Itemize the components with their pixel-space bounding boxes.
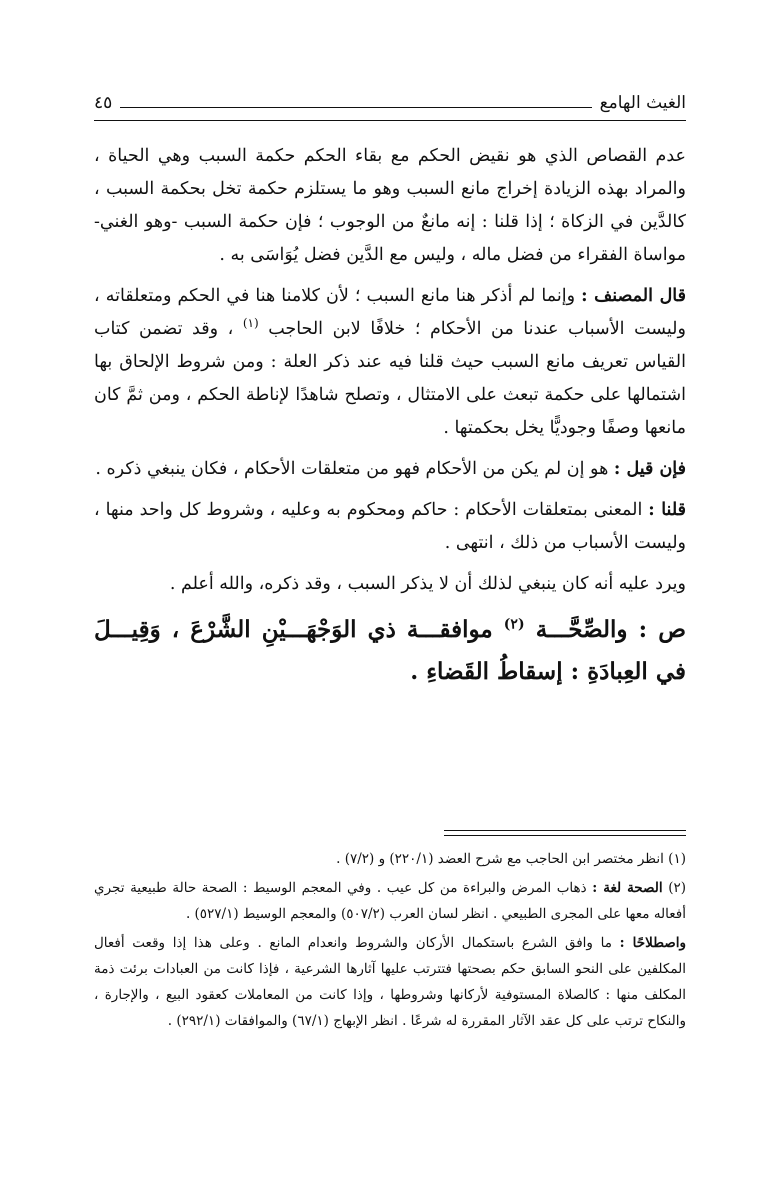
footnotes [94,846,686,1037]
paragraph-4-lead: قلنا : [648,500,686,520]
footnote-2-text: ذهاب المرض والبراءة من كل عيب . وفي المعجم الوسيط : الصحة حالة طبيعية تجري أفعاله معها على المجرى الطبيعي . انظر لسان العرب (٥٠٧/٢) والمعجم الوسيط (٥٢٧/١) . [94,880,686,922]
footnote-separator [444,830,686,831]
footnote-ref-2: (٢) [503,616,525,633]
running-title: الغيث الهامع [599,93,686,113]
footnote-ref-1: (١) [242,316,259,331]
header-underline [94,120,686,121]
footnote-1: (١) انظر مختصر ابن الحاجب مع شرح العضد (٢٢٠/١) و (٧/٢) . [336,851,686,867]
paragraph-3-text: هو إن لم يكن من الأحكام فهو من متعلقات الأحكام ، فكان ينبغي ذكره . [95,459,609,479]
paragraph-2 [94,280,686,445]
paragraph-5-text: ويرد عليه أنه كان ينبغي لذلك أن لا يذكر السبب ، وقد ذكره، والله أعلم . [169,574,686,594]
matn-text [94,609,686,693]
matn-text-a: ص : والصِّحَّـــة [535,616,687,643]
paragraph-1-text: عدم القصاص الذي هو نقيض الحكم مع بقاء الحكم حكمة السبب وهي الحياة ، والمراد بهذه الزيادة إخراج مانع السبب وهو ما يستلزم حكمة تخل بحكمة السبب ، كالدَّين في الزكاة ؛ إذا قلنا : إنه مانعٌ من الوجوب ؛ فإن حكمة السبب -وهو الغني- مواساة الفقراء من فضل ماله ، وليس مع الدَّين فضل يُوَاسَى به . [94,146,686,265]
paragraph-4-text: المعنى بمتعلقات الأحكام : حاكم ومحكوم به وعليه ، وشروط كل واحد منها ، وليست الأسباب من ذلك ، انتهى . [94,500,686,553]
paragraph-1 [94,140,686,272]
paragraph-4 [94,494,686,560]
footnote-2 [94,875,686,927]
paragraph-2-lead: قال المصنف : [581,286,686,306]
page-number: ٤٥ [94,93,113,113]
footnote-separator-second [444,835,686,836]
main-text [94,140,686,693]
paragraph-2-text-a: وإنما لم أذكر هنا مانع السبب ؛ لأن كلامنا هنا في الحكم ومتعلقاته ، وليست الأسباب عندنا من الأحكام ؛ خلافًا لابن الحاجب [94,286,686,339]
paragraph-3-lead: فإن قيل : [613,459,686,479]
footnote-3-lead: واصطلاحًا : [619,935,686,951]
header-rule [120,107,591,108]
footnote-2-number: (٢) [668,880,687,896]
paragraph-3 [94,453,686,486]
running-header [94,90,686,116]
footnote-2-continued [94,930,686,1034]
matn-text-b: موافقـــة ذي الوَجْهَـــيْنِ الشَّرْعَ ، وَقِيـــلَ في العِبادَةِ : إسقاطُ القَضاءِ . [94,616,686,685]
paragraph-2-text-b: ، وقد تضمن كتاب القياس تعريف مانع السبب حيث قلنا فيه عند ذكر العلة : ومن شروط الإلحاق بها اشتمالها على حكمة تبعث على الامتثال ، وتصلح شاهدًا لإناطة الحكم ، ومن ثمَّ كان مانعها وصفًا وجوديًّا يخل بحكمتها . [94,319,686,438]
paragraph-5 [94,568,686,601]
footnote-3-text: ما وافق الشرع باستكمال الأركان والشروط وانعدام المانع . وعلى هذا إذا وقعت أفعال المكلفين على النحو السابق حكم بصحتها فتترتب عليها آثارها الشرعية ، فإذا كانت من العبادات برئت ذمة المكلف منها : كالصلاة المستوفية لأركانها وشروطها ، وإذا كانت من المعاملات كعقود البيع ، والإجارة ، والنكاح ترتب على كل عقد الآثار المقررة له شرعًا . انظر الإبهاج (٦٧/١) والموافقات (٢٩٢/١) . [94,935,686,1029]
footnote-2-lead: الصحة لغة : [592,880,663,896]
